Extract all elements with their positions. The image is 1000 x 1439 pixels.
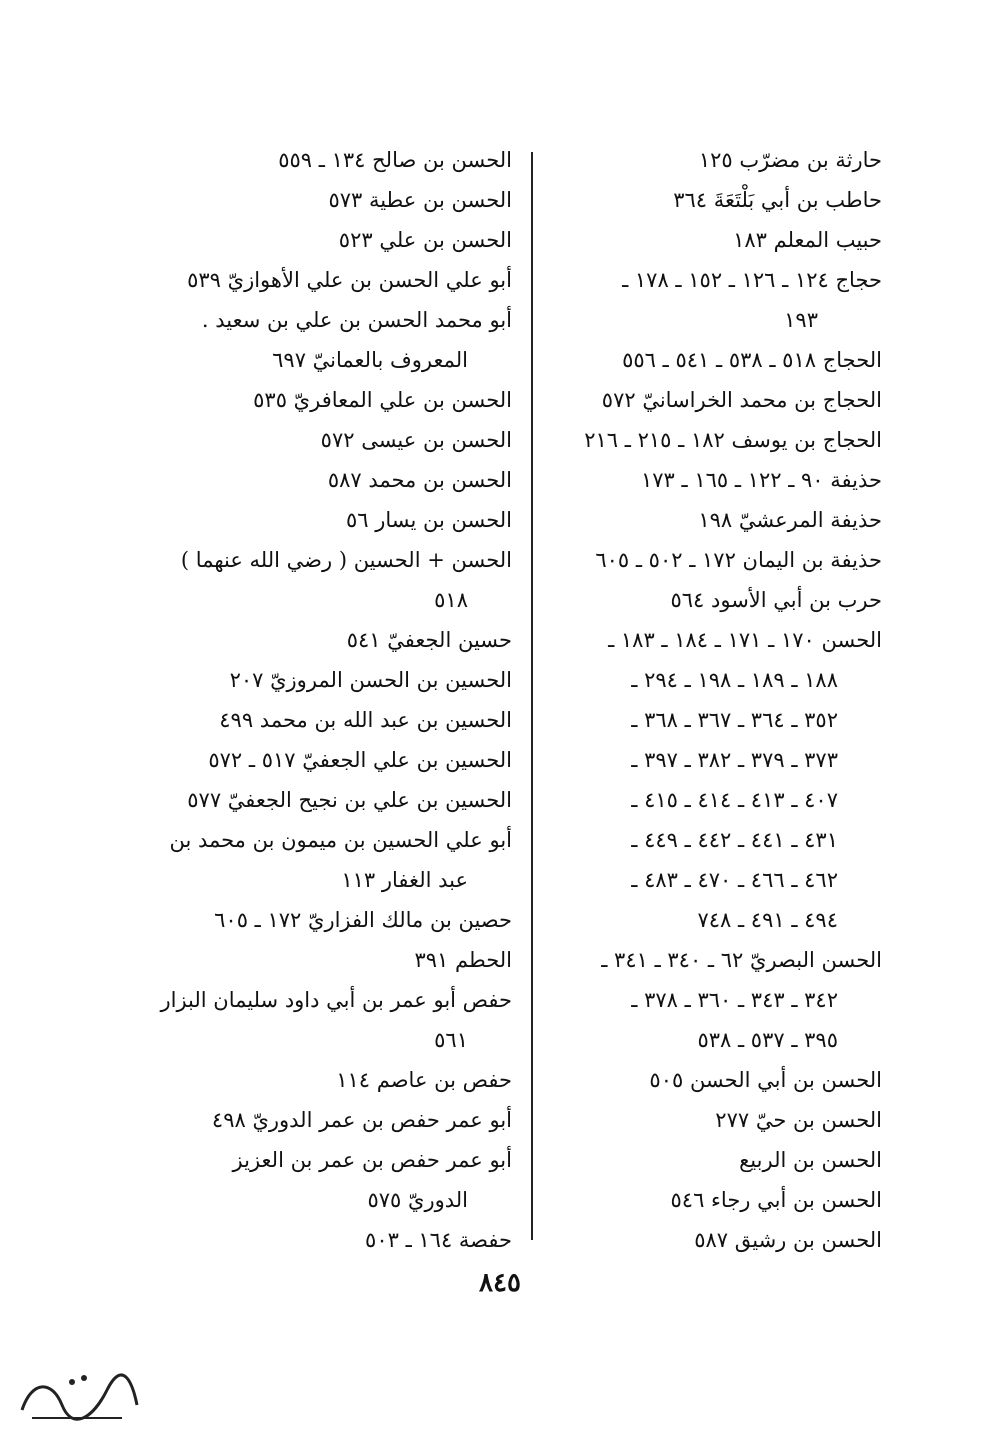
right-index-entry: ٣٧٣ ـ ٣٧٩ ـ ٣٨٢ ـ ٣٩٧ ـ [631,748,838,772]
left-index-entry: ٥٦١ [434,1028,468,1052]
left-index-entry: الحسن بن صالح ١٣٤ ـ ٥٥٩ [278,148,512,172]
index-column-left [160,140,512,1260]
left-index-entry: الحسن بن عيسى ٥٧٢ [320,428,512,452]
left-index-entry: أبو عمر حفص بن عمر بن العزيز [232,1148,512,1172]
index-column-right [552,140,882,1260]
left-index-entry: الحسن بن علي المعافريّ ٥٣٥ [253,388,512,412]
left-index-entry: الحسين بن علي بن نجيح الجعفيّ ٥٧٧ [187,788,512,812]
right-index-entry: ٤٠٧ ـ ٤١٣ ـ ٤١٤ ـ ٤١٥ ـ [631,788,838,812]
right-index-entry: ٤٦٢ ـ ٤٦٦ ـ ٤٧٠ ـ ٤٨٣ ـ [631,868,838,892]
right-index-entry: الحجاج بن محمد الخراسانيّ ٥٧٢ [601,388,882,412]
right-index-entry: الحسن بن أبي الحسن ٥٠٥ [649,1068,882,1092]
left-index-entry: الحسين بن الحسن المروزيّ ٢٠٧ [229,668,512,692]
right-index-entry: حذيفة المرعشيّ ١٩٨ [698,508,882,532]
left-index-entry: حفصة ١٦٤ ـ ٥٠٣ [365,1228,512,1252]
right-index-entry: حذيفة بن اليمان ١٧٢ ـ ٥٠٢ ـ ٦٠٥ [595,548,882,572]
right-index-entry: حذيفة ٩٠ ـ ١٢٢ ـ ١٦٥ ـ ١٧٣ [640,468,882,492]
left-index-entry: الحسن بن علي ٥٢٣ [338,228,512,252]
left-index-entry: أبو عمر حفص بن عمر الدوريّ ٤٩٨ [211,1108,512,1132]
left-index-entry: أبو علي الحسن بن علي الأهوازيّ ٥٣٩ [187,268,512,292]
right-index-entry: الحجاج ٥١٨ ـ ٥٣٨ ـ ٥٤١ ـ ٥٥٦ [622,348,882,372]
right-index-entry: ٣٥٢ ـ ٣٦٤ ـ ٣٦٧ ـ ٣٦٨ ـ [631,708,838,732]
left-index-entry: حصين بن مالك الفزاريّ ١٧٢ ـ ٦٠٥ [214,908,512,932]
right-index-entry: الحسن بن رشيق ٥٨٧ [694,1228,882,1252]
left-index-entry: الحسن بن يسار ٥٦ [345,508,512,532]
right-index-entry: ٤٣١ ـ ٤٤١ ـ ٤٤٢ ـ ٤٤٩ ـ [631,828,838,852]
left-index-entry: الدوريّ ٥٧٥ [367,1188,468,1212]
column-divider [531,152,533,1240]
right-index-entry: ١٩٣ [784,308,818,332]
right-index-entry: الحسن البصريّ ٦٢ ـ ٣٤٠ ـ ٣٤١ ـ [601,948,882,972]
left-index-entry: حفص أبو عمر بن أبي داود سليمان البزار [160,988,512,1012]
right-index-entry: ٣٩٥ ـ ٥٣٧ ـ ٥٣٨ [697,1028,838,1052]
right-index-entry: الحسن بن أبي رجاء ٥٤٦ [670,1188,882,1212]
left-index-entry: الحطم ٣٩١ [414,948,512,972]
right-index-entry: ١٨٨ ـ ١٨٩ ـ ١٩٨ ـ ٢٩٤ ـ [631,668,838,692]
left-index-entry: الحسن بن محمد ٥٨٧ [327,468,512,492]
right-index-entry: ٣٤٢ ـ ٣٤٣ ـ ٣٦٠ ـ ٣٧٨ ـ [631,988,838,1012]
right-index-entry: ٤٩٤ ـ ٤٩١ ـ ٧٤٨ [697,908,838,932]
left-index-entry: الحسن بن عطية ٥٧٣ [328,188,512,212]
right-index-entry: حاطب بن أبي بَلْتَعَةَ ٣٦٤ [673,188,882,212]
right-index-entry: الحسن بن الربيع [739,1148,882,1172]
left-index-entry: ٥١٨ [434,588,468,612]
right-index-entry: حارثة بن مضرّب ١٢٥ [698,148,882,172]
left-index-entry: حسين الجعفيّ ٥٤١ [346,628,512,652]
right-index-entry: الحجاج بن يوسف ١٨٢ ـ ٢١٥ ـ ٢١٦ [584,428,882,452]
right-index-entry: حرب بن أبي الأسود ٥٦٤ [670,588,882,612]
left-index-entry: حفص بن عاصم ١١٤ [336,1068,512,1092]
page-number: ٨٤٥ [479,1268,521,1298]
left-index-entry: أبو علي الحسين بن ميمون بن محمد بن [169,828,512,852]
left-index-entry: الحسن + الحسين ( رضي الله عنهما ) [180,548,512,572]
right-index-entry: الحسن بن حيّ ٢٧٧ [715,1108,882,1132]
left-index-entry: الحسين بن علي الجعفيّ ٥١٧ ـ ٥٧٢ [208,748,512,772]
publisher-logo [12,1360,142,1430]
left-index-entry: أبو محمد الحسن بن علي بن سعيد . [201,308,512,332]
right-index-entry: حبيب المعلم ١٨٣ [733,228,882,252]
left-index-entry: عبد الغفار ١١٣ [341,868,468,892]
right-index-entry: حجاج ١٢٤ ـ ١٢٦ ـ ١٥٢ ـ ١٧٨ ـ [622,268,882,292]
left-index-entry: المعروف بالعمانيّ ٦٩٧ [272,348,468,372]
right-index-entry: الحسن ١٧٠ ـ ١٧١ ـ ١٨٤ ـ ١٨٣ ـ [608,628,882,652]
left-index-entry: الحسين بن عبد الله بن محمد ٤٩٩ [219,708,512,732]
